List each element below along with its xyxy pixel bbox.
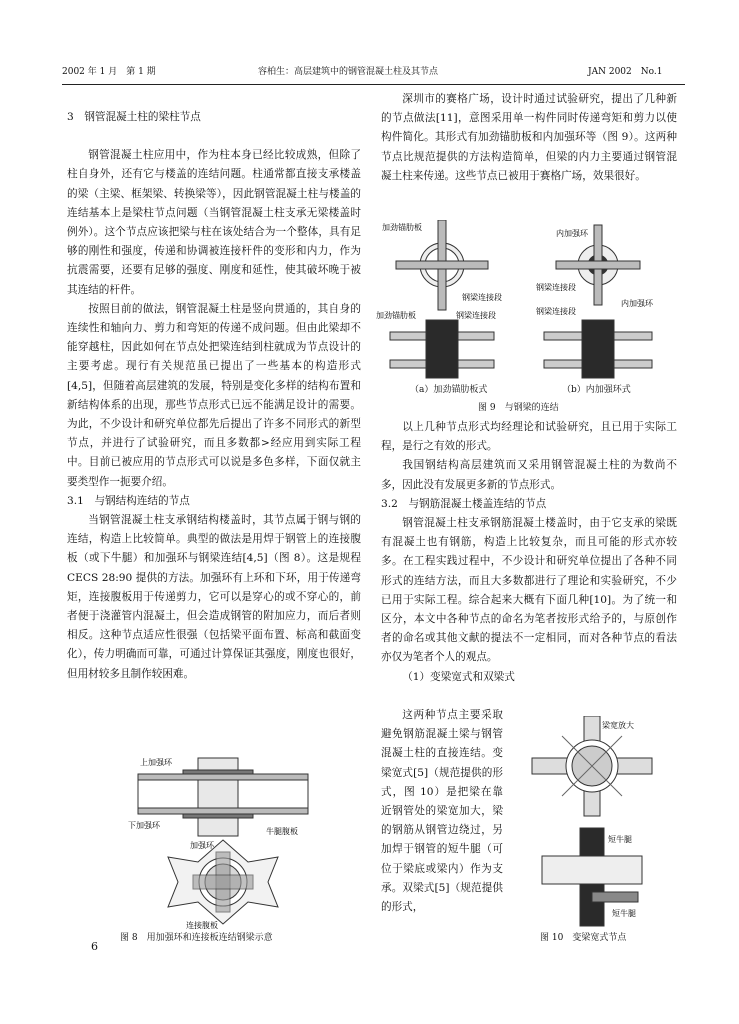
paragraph: 当钢管混凝土柱支承钢结构楼盖时，其节点属于钢与钢的连结，构造上比较简单。典型的做法是用焊于钢管上的连接腹板（或下牛腿）和加强环与钢梁连结[4,5]（图 8）。这是规程 CECS 28:90 提供的方法。加强环有上环和下环，用于传递弯矩，连接腹板用于传递剪力，它可以是穿心的或不穿心的，前者便于浇灌管内混凝土，但会造成钢管的附加应力，而后者则相反。这种节点适应性很强（包括梁平面布置、标高和截面变化），传力明确而可靠，可通过计算保证其强度，刚度也很好，但用材较多且制作较困难。 <box>67 514 361 680</box>
paragraph: 钢管混凝土柱支承钢筋混凝土楼盖时，由于它支承的梁既有混凝土也有钢筋，构造上比较复杂，而且可能的形式亦较多。在工程实践过程中，不少设计和研究单位提出了各种不同形式的连结方法，而且大多数都进行了理论和实验研究，不少已用于实际工程。综合起来大概有下面几种[10]。为了统一和区分，本文中各种节点的命名为笔者按形式给予的，与原创作者的命名或其他文献的提法不一定相同，而对各种节点的看法亦仅为笔者个人的观点。 <box>381 517 677 664</box>
fig10-label: 梁宽放大 <box>602 721 634 730</box>
fig10-label: 短牛腿 <box>608 835 632 844</box>
figure-10-caption: 图 10 变梁宽式节点 <box>540 933 627 943</box>
fig9-label: 钢梁连接段 <box>536 307 576 316</box>
fig8-label: 牛腿腹板 <box>266 827 298 836</box>
paragraph: 钢管混凝土柱应用中，作为柱本身已经比较成熟，但除了柱自身外，还有它与楼盖的连结问题。柱通常都直接支承楼盖的梁（主梁、框架梁、转换梁等），因此钢管混凝土柱与楼盖的连结基本上是梁柱节点问题（当钢管混凝土柱支承无梁楼盖时例外）。这个节点应该把梁与柱在该处结合为一个整体，具有足够的刚性和强度，传递和协调被连接杆件的变形和内力，作为抗震需要，还要有足够的强度、刚度和延性，使其破坏晚于被其连结的杆件。 <box>67 149 361 296</box>
fig10-label: 短牛腿 <box>612 909 636 918</box>
paragraph: 按照目前的做法，钢管混凝土柱是竖向贯通的，其自身的连续性和轴向力、剪力和弯矩的传递不成问题。但由此梁却不能穿越柱，因此如何在节点处把梁连结到柱就成为节点设计的主要考虑。现行有关规范虽已提出了一些基本的构造形式[4,5]，但随着高层建筑的发展，特别是变化多样的结构布置和新结构体系的出现，那些节点形式已远不能满足设计的需要。为此，不少设计和研究单位都先后提出了许多不同形式的新型节点，并进行了试验研究，而且多数都>经应用到实际工程中。目前已被应用的节点形式可以说是多色多样，下面仅就主要类型作一扼要介绍。 <box>67 302 361 488</box>
section-heading-3-2: 3.2 与钢筋混凝土楼盖连结的节点 <box>381 497 547 510</box>
fig8-label: 下加强环 <box>128 821 160 830</box>
paragraph: 以上几种节点形式均经理论和试验研究，且已用于实际工程，是行之有效的形式。 <box>381 421 677 453</box>
fig9-label: 加劲锚肋板 <box>382 223 422 232</box>
right-column-narrow <box>381 706 503 917</box>
paragraph: 我国钢结构高层建筑而又采用钢管混凝土柱的为数尚不多，因此没有发展更多新的节点形式。 <box>381 459 677 491</box>
fig8-label: 连接腹板 <box>186 921 218 930</box>
paragraph: 这两种节点主要采取避免钢筋混凝土梁与钢管混凝土柱的直接连结。变梁宽式[5]（规范提供的形式，图 10）是把梁在靠近钢管处的梁宽加大，梁的钢筋从钢管边绕过，另加焊于钢管的短牛腿（可位于梁底或梁内）作为支承。双梁式[5]（规范提供的形式， <box>381 709 503 914</box>
left-column <box>67 108 361 684</box>
fig9-label: 钢梁连接段 <box>456 311 496 320</box>
right-column-middle <box>381 418 677 687</box>
figure-9b-caption: （b）内加强环式 <box>562 385 631 395</box>
subheading-1: （1）变梁宽式和双梁式 <box>402 670 515 683</box>
fig9-label: 钢梁连接段 <box>536 283 576 292</box>
figure-8 <box>128 752 318 930</box>
header-right: JAN 2002 No.1 <box>588 67 663 77</box>
section-heading-3: 3 钢管混凝土柱的梁柱节点 <box>67 111 201 123</box>
page-number: 6 <box>91 940 98 953</box>
fig8-label: 上加强环 <box>140 758 172 767</box>
section-heading-3-1: 3.1 与钢结构连结的节点 <box>67 494 190 507</box>
right-column-top <box>381 90 677 186</box>
figure-9a-caption: （a）加劲锚肋板式 <box>410 385 488 395</box>
fig9-label: 内加强环 <box>621 299 653 308</box>
paragraph: 深圳市的赛格广场，设计时通过试验研究，提出了几种新的节点做法[11]，意图采用单一构件同时传递弯矩和剪力以使构件简化。其形式有加劲锚肋板和内加强环等（图 9）。这两种节点比规范提供的方法构造简单，但梁的内力主要通过钢管混凝土柱来传递。这些节点已被用于赛格广场，效果很好。 <box>381 93 677 182</box>
header-center: 容柏生：高层建筑中的钢管混凝土柱及其节点 <box>258 67 439 77</box>
figure-9-caption: 图 9 与钢梁的连结 <box>478 403 559 413</box>
figure-8-caption: 图 8 用加强环和连接板连结钢梁示意 <box>120 933 273 943</box>
fig8-label: 加强环 <box>190 841 214 850</box>
header-rule <box>62 84 685 85</box>
fig9-label: 加劲锚肋板 <box>376 311 416 320</box>
fig9-label: 钢梁连接段 <box>462 293 502 302</box>
fig9-label: 内加强环 <box>556 229 588 238</box>
figure-9 <box>376 220 676 382</box>
header-left: 2002 年 1 月 第 1 期 <box>62 67 156 77</box>
figure-10 <box>522 716 662 928</box>
